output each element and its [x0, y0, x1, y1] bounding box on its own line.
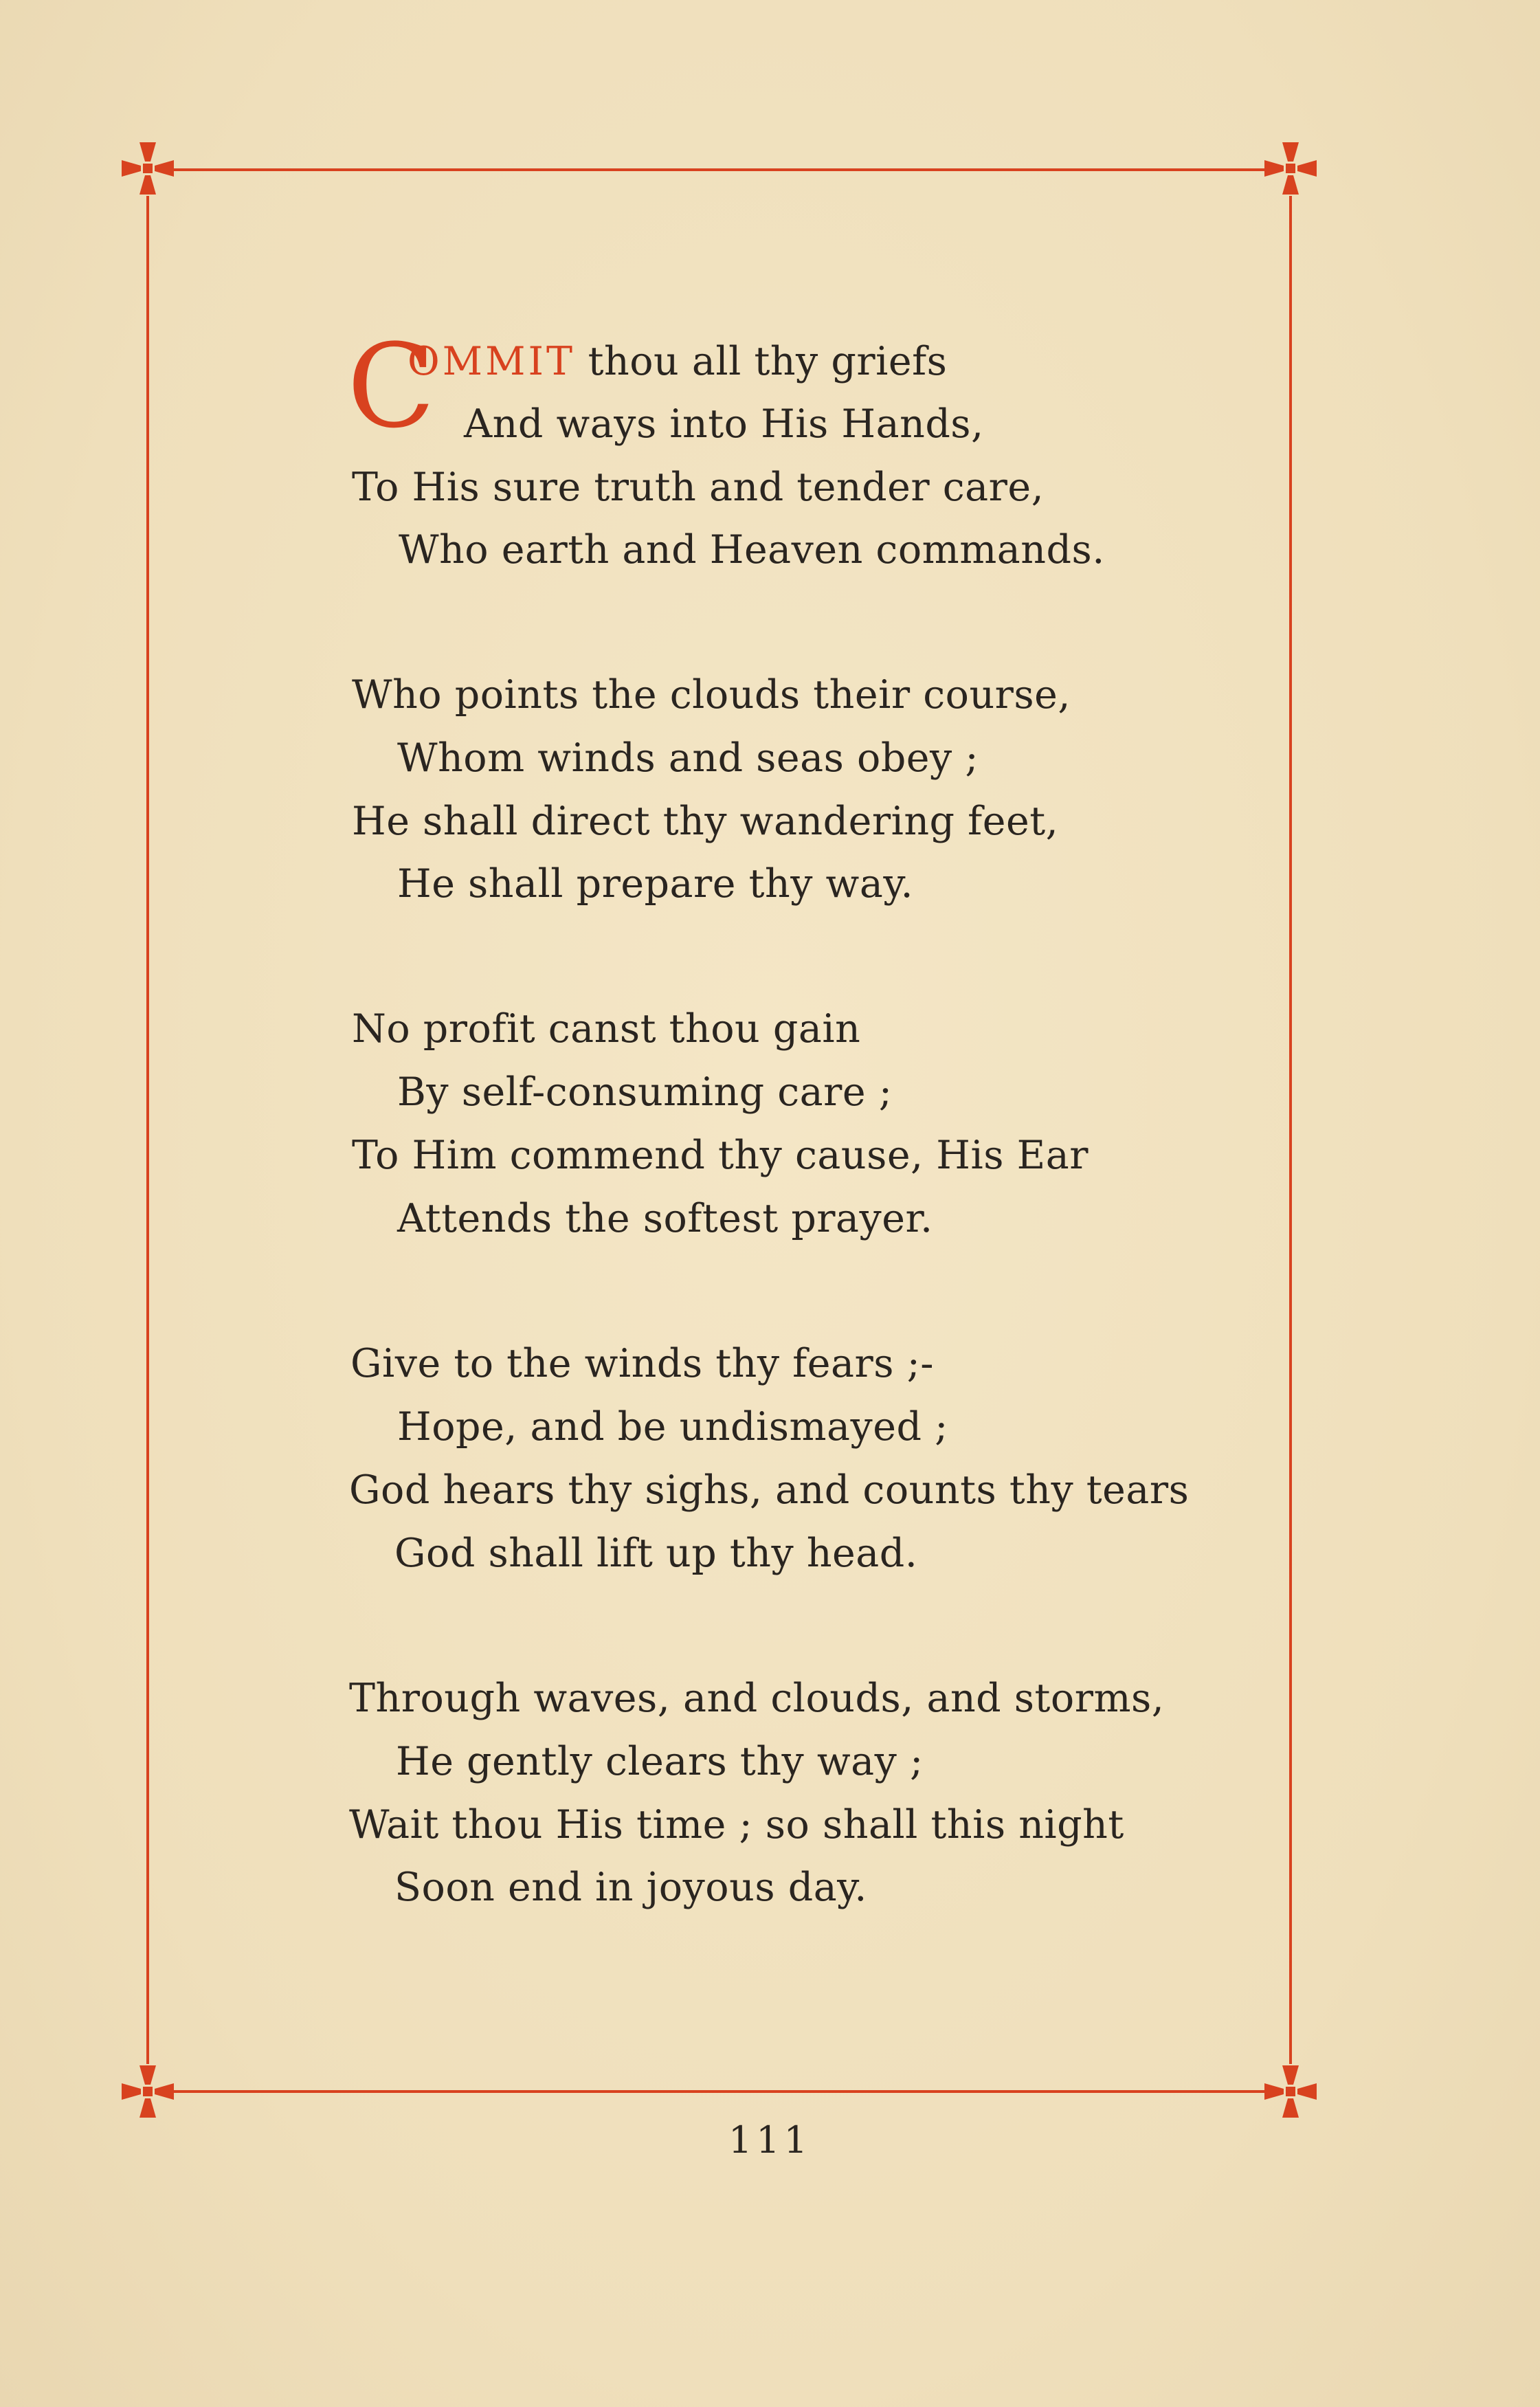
poem-line: Wait thou His time ; so shall this night — [349, 1802, 1124, 1848]
poem-line: To Him commend thy cause, His Ear — [352, 1133, 1089, 1178]
poem-line: And ways into His Hands, — [464, 401, 984, 447]
poem-line: Through waves, and clouds, and storms, — [349, 1676, 1165, 1721]
poem-line: He shall direct thy wandering feet, — [352, 799, 1059, 844]
poem-line: Who points the clouds their course, — [352, 672, 1071, 718]
poem-line: God hears thy sighs, and counts thy tears — [349, 1467, 1190, 1513]
poem-line: No profit canst thou gain — [352, 1006, 861, 1052]
drop-cap: C — [347, 319, 436, 454]
first-line-text: thou all thy griefs — [575, 339, 948, 384]
poem-line: Give to the winds thy fears ;- — [350, 1341, 935, 1386]
poem-line: God shall lift up thy head. — [394, 1531, 918, 1576]
poem-line: He gently clears thy way ; — [396, 1739, 924, 1784]
poem-line — [408, 339, 948, 384]
poem-line: Attends the softest prayer. — [397, 1196, 933, 1241]
first-word-small-caps: OMMIT — [408, 339, 575, 384]
poem-line: Soon end in joyous day. — [394, 1865, 867, 1910]
poem-line: Who earth and Heaven commands. — [399, 527, 1105, 573]
poem-line: To His sure truth and tender care, — [352, 465, 1045, 510]
poem-line: He shall prepare thy way. — [397, 861, 914, 907]
poem-line: By self-consuming care ; — [397, 1069, 893, 1115]
poem-line: Hope, and be undismayed ; — [397, 1404, 948, 1450]
page-number: 111 — [728, 2118, 812, 2162]
poem-line: Whom winds and seas obey ; — [397, 735, 979, 781]
